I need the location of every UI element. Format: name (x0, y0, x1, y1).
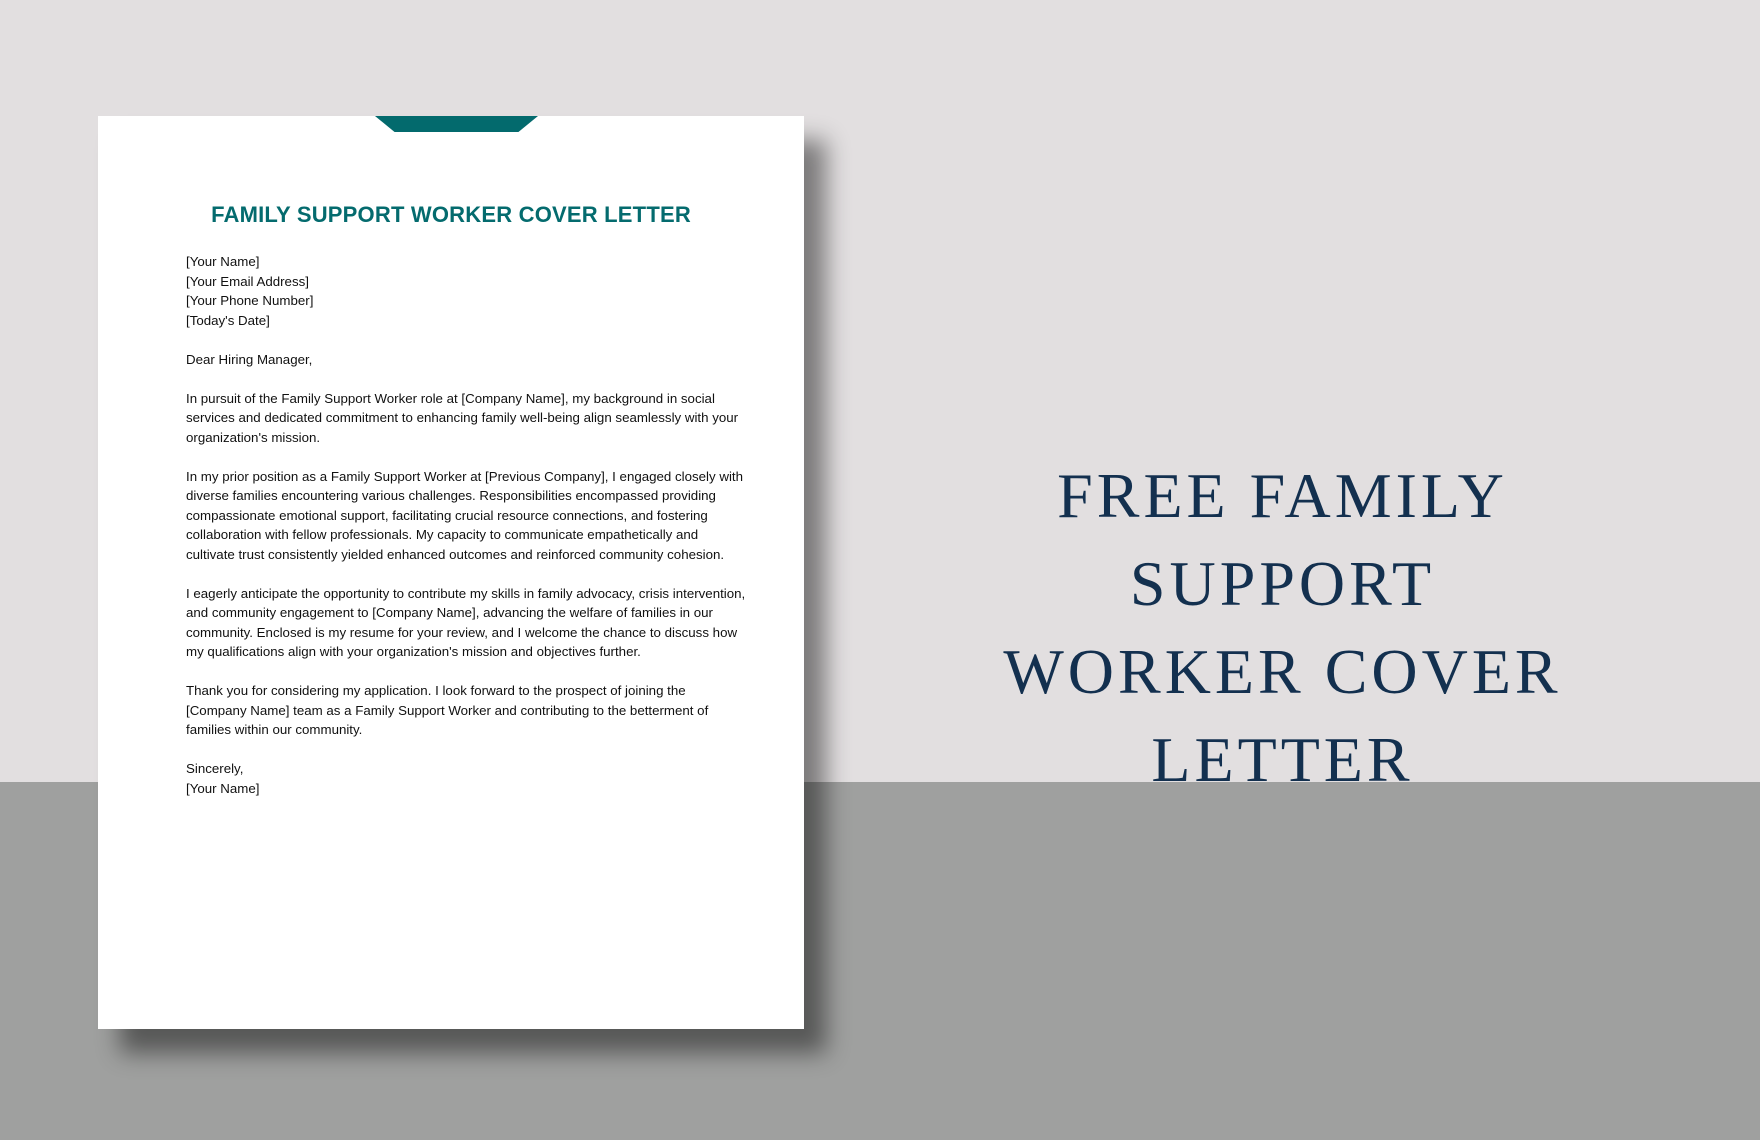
letter-body (186, 252, 746, 818)
paragraph: In pursuit of the Family Support Worker role at [Company Name], my background in social services and dedicated commitment to enhancing family well-being align seamlessly with your organization's mission. (186, 390, 739, 445)
sender-block (186, 252, 746, 330)
sender-phone: [Your Phone Number] (186, 293, 314, 308)
letter-date: [Today's Date] (186, 312, 270, 328)
headline-line: WORKER COVER (1003, 636, 1562, 707)
signature: [Your Name] (186, 780, 260, 796)
paragraph: Thank you for considering my application. I look forward to the prospect of joining the [Company Name] team as a Family Support Worker and contributing to the betterment of families within our community. (186, 683, 709, 737)
sender-name: [Your Name] (186, 254, 260, 269)
salutation: Dear Hiring Manager, (186, 351, 313, 367)
sender-email: [Your Email Address] (186, 273, 309, 289)
decorative-tab (375, 116, 538, 132)
closing-block (186, 759, 746, 798)
paragraph: In my prior position as a Family Support Worker at [Previous Company], I engaged closely with diverse families encountering various challenges. Responsibilities encompassed providing compassionate emotional support, facilitating crucial resource connections, and fostering collaboration with fellow professionals. My capacity to communicate empathetically and cultivate trust consistently yielded enhanced outcomes and reinforced community cohesion. (186, 468, 743, 562)
headline-line: LETTER (1151, 724, 1414, 795)
headline-line: FREE FAMILY SUPPORT (1057, 460, 1508, 619)
promo-headline (905, 452, 1660, 804)
letter-page (98, 116, 804, 1029)
closing: Sincerely, (186, 761, 244, 776)
paragraph: I eagerly anticipate the opportunity to contribute my skills in family advocacy, crisis intervention, and community engagement to [Company Name], advancing the welfare of families in our community. Enclosed is my resume for your review, and I welcome the chance to discuss how my qualifications align with your organization's mission and objectives further. (186, 585, 746, 659)
document-title: FAMILY SUPPORT WORKER COVER LETTER (211, 202, 691, 227)
